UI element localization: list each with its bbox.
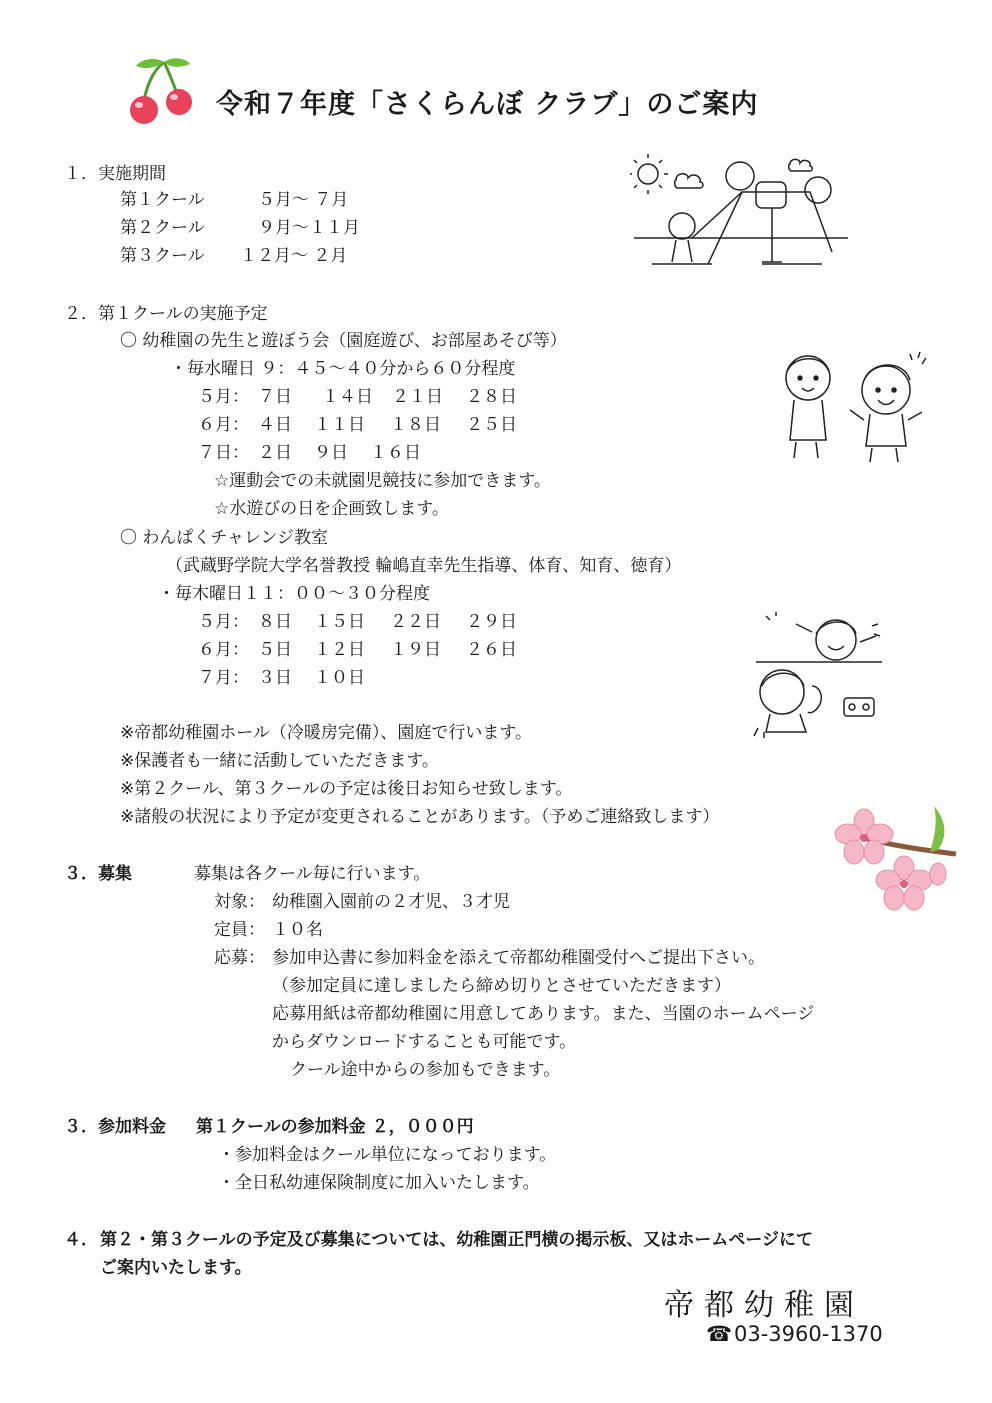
program1-day: ７日 <box>258 387 292 407</box>
phone-icon: ☎ <box>706 1322 733 1346</box>
target-label: 対象： <box>214 892 265 912</box>
program2-month: ５月： <box>198 612 249 632</box>
program2-schedule: ・毎木曜日１１：００～３０分程度 <box>158 584 430 604</box>
section4-heading: ３．参加料金 <box>64 1117 166 1137</box>
section3-heading: ３．募集 <box>64 864 132 884</box>
apply-line: クール途中からの参加もできます。 <box>290 1060 561 1080</box>
section5-heading: ４． <box>64 1230 98 1250</box>
program2-title: 〇 わんぱくチャレンジ教室 <box>120 528 329 548</box>
period-range: １２月～ ２月 <box>240 246 348 266</box>
cherry-icon <box>126 56 198 126</box>
sakura-illustration <box>834 798 958 916</box>
section5-line: ご案内いたします。 <box>100 1258 252 1278</box>
program2-day: １２日 <box>314 640 365 660</box>
general-note: ※帝都幼稚園ホール（冷暖房完備）、園庭で行います。 <box>120 723 533 743</box>
general-note: ※諸般の状況により予定が変更されることがあります。（予めご連絡致します） <box>120 807 720 827</box>
program1-month: ６月： <box>198 415 249 435</box>
target-value: 幼稚園入園前の２才児、３才児 <box>272 892 510 912</box>
section5-line: 第２・第３クールの予定及び募集については、幼稚園正門横の掲示板、又はホームページにて <box>100 1230 813 1250</box>
general-note: ※第２クール、第３クールの予定は後日お知らせ致します。 <box>120 779 573 799</box>
fee-note: ・参加料金はクール単位になっております。 <box>218 1145 557 1165</box>
playground-slide-illustration <box>632 152 852 270</box>
water-play-illustration <box>752 612 886 738</box>
apply-line: からダウンロードすることも可能です。 <box>272 1032 577 1052</box>
period-range: ５月～ ７月 <box>258 190 349 210</box>
program2-day: ２２日 <box>390 612 441 632</box>
org-name: 帝都幼稚園 <box>664 1288 864 1323</box>
program1-day: ２日 <box>258 443 292 463</box>
program2-month: ６月： <box>198 640 249 660</box>
program2-day: ５日 <box>258 640 292 660</box>
program1-day: １１日 <box>314 415 365 435</box>
apply-line: 参加申込書に参加料金を添えて帝都幼稚園受付へご提出下さい。 <box>272 948 765 968</box>
apply-line: 応募用紙は帝都幼稚園に用意してあります。また、当園のホームページ <box>272 1004 815 1024</box>
program1-day: ２１日 <box>392 387 443 407</box>
program1-month: ７日： <box>198 443 249 463</box>
program1-day: １８日 <box>390 415 441 435</box>
program2-day: ２６日 <box>466 640 517 660</box>
program1-month: ５月： <box>198 387 249 407</box>
program1-day: １６日 <box>370 443 421 463</box>
program1-schedule: ・毎水曜日 ９：４５～４０分から６０分程度 <box>170 359 516 379</box>
program1-note: ☆運動会での未就園児競技に参加できます。 <box>214 471 551 491</box>
fee-text: 第１クールの参加料金 ２，０００円 <box>196 1117 474 1137</box>
section2-heading: ２．第１クールの実施予定 <box>64 304 268 324</box>
program2-subtitle: （武蔵野学院大学名誉教授 輪嶋直幸先生指導、体育、知育、徳育） <box>166 556 682 576</box>
program1-note: ☆水遊びの日を企画致します。 <box>214 499 449 519</box>
program1-day: １４日 <box>322 387 373 407</box>
period-label: 第１クール <box>120 190 205 210</box>
program2-day: ２９日 <box>466 612 517 632</box>
apply-label: 応募： <box>214 948 265 968</box>
capacity-value: １０名 <box>272 920 323 940</box>
capacity-label: 定員： <box>214 920 265 940</box>
period-range: ９月～１１月 <box>258 218 360 238</box>
phone-number: 03-3960-1370 <box>734 1322 883 1346</box>
program1-title: 〇 幼稚園の先生と遊ぼう会（園庭遊び、お部屋あそび等） <box>120 331 567 351</box>
program1-day: ２５日 <box>466 415 517 435</box>
program2-day: ３日 <box>258 668 292 688</box>
program2-day: ８日 <box>258 612 292 632</box>
program1-day: ９日 <box>314 443 348 463</box>
program2-day: １９日 <box>390 640 441 660</box>
fee-note: ・全日私幼連保険制度に加入いたします。 <box>218 1173 540 1193</box>
period-label: 第２クール <box>120 218 205 238</box>
recruit-intro: 募集は各クール毎に行います。 <box>194 864 431 884</box>
program2-month: ７月： <box>198 668 249 688</box>
general-note: ※保護者も一緒に活動していただきます。 <box>120 751 439 771</box>
children-illustration <box>772 350 932 468</box>
program1-day: ４日 <box>258 415 292 435</box>
section1-heading: １．実施期間 <box>64 164 166 184</box>
page-title: 令和７年度「さくらんぼ クラブ」のご案内 <box>216 89 759 120</box>
period-label: 第３クール <box>120 246 205 266</box>
program2-day: １０日 <box>314 668 365 688</box>
program1-day: ２８日 <box>466 387 517 407</box>
program2-day: １５日 <box>314 612 365 632</box>
apply-line: （参加定員に達しましたら締め切りとさせていただきます） <box>272 976 731 996</box>
